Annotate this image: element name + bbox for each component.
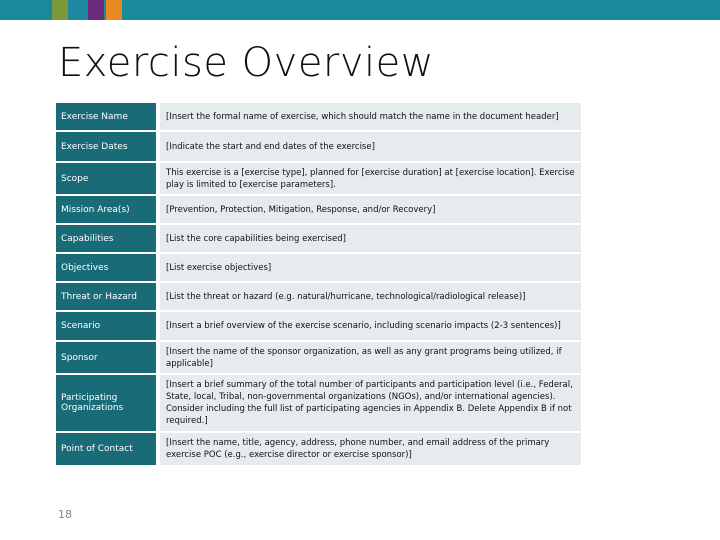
accent-square-green: [52, 0, 68, 20]
row-label: Objectives: [56, 254, 156, 281]
row-value: [Indicate the start and end dates of the exercise]: [160, 132, 581, 161]
table-row: [56, 103, 581, 130]
row-label: Sponsor: [56, 342, 156, 373]
row-label: Participating Organizations: [56, 375, 156, 431]
row-label: Scenario: [56, 312, 156, 340]
row-value: [List exercise objectives]: [160, 254, 581, 281]
row-label: Capabilities: [56, 225, 156, 252]
table-row: [56, 132, 581, 161]
row-label: Scope: [56, 163, 156, 194]
row-label: Exercise Dates: [56, 132, 156, 161]
accent-square-blue: [70, 0, 86, 20]
accent-square-orange: [106, 0, 122, 20]
row-label: Exercise Name: [56, 103, 156, 130]
row-value: [List the core capabilities being exercised]: [160, 225, 581, 252]
row-label: Point of Contact: [56, 433, 156, 465]
table-row: [56, 254, 581, 281]
table-row: [56, 312, 581, 340]
row-value: [List the threat or hazard (e.g. natural/hurricane, technological/radiological release)]: [160, 283, 581, 310]
row-value: [Insert the name, title, agency, address, phone number, and email address of the primary exercise POC (e.g., exercise director or exercise sponsor)]: [160, 433, 581, 465]
table-row: [56, 225, 581, 252]
page-title: Exercise Overview: [58, 40, 434, 86]
page-number: 18: [58, 508, 72, 521]
table-row: [56, 433, 581, 465]
overview-table: [56, 103, 581, 467]
row-label: Mission Area(s): [56, 196, 156, 223]
table-row: [56, 196, 581, 223]
row-value: [Insert the name of the sponsor organization, as well as any grant programs being utilized, if applicable]: [160, 342, 581, 373]
table-row: [56, 163, 581, 194]
row-value: [Insert the formal name of exercise, which should match the name in the document header]: [160, 103, 581, 130]
table-row: [56, 375, 581, 431]
table-row: [56, 283, 581, 310]
row-label: Threat or Hazard: [56, 283, 156, 310]
table-row: [56, 342, 581, 373]
accent-square-purple: [88, 0, 104, 20]
row-value: [Insert a brief overview of the exercise scenario, including scenario impacts (2-3 sentences)]: [160, 312, 581, 340]
row-value: This exercise is a [exercise type], planned for [exercise duration] at [exercise location]. Exercise play is limited to [exercise parameters].: [160, 163, 581, 194]
row-value: [Prevention, Protection, Mitigation, Response, and/or Recovery]: [160, 196, 581, 223]
row-value: [Insert a brief summary of the total number of participants and participation level (i.e., Federal, State, local, Tribal, non-governmental organizations (NGOs), and/or international agencies). Consider including the full list of participating agencies in Appendix B. Delete Appendix B if not required.]: [160, 375, 581, 431]
